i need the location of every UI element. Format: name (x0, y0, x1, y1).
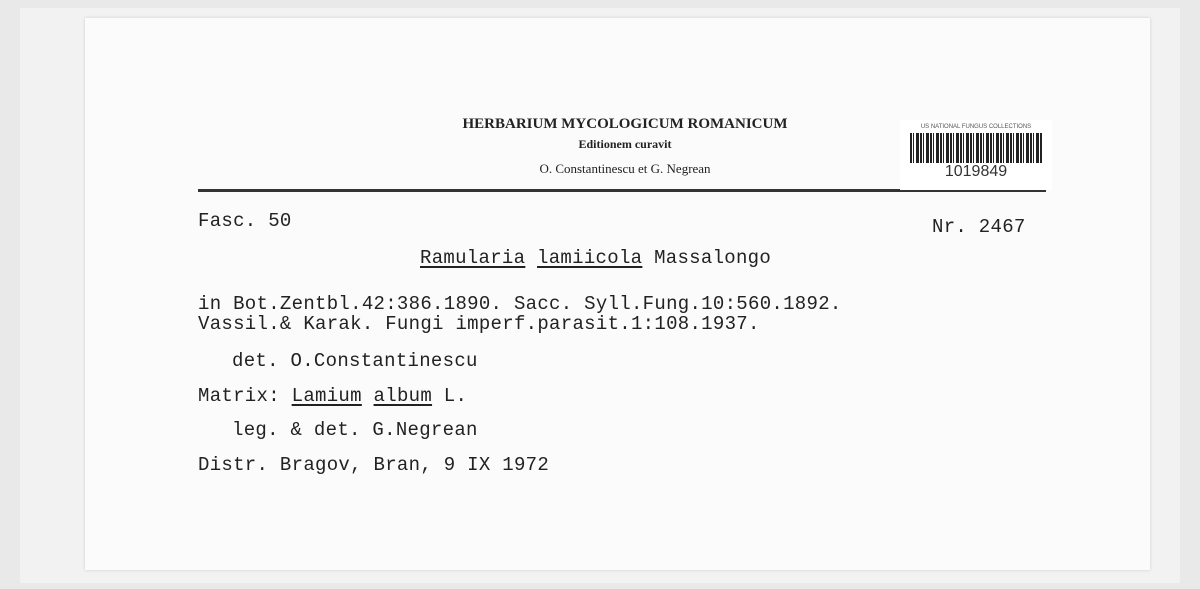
determiner: det. O.Constantinescu (232, 350, 478, 372)
exsiccata-number: Nr. 2467 (932, 216, 1026, 238)
matrix-label: Matrix: (198, 385, 280, 407)
distribution: Distr. Bragov, Bran, 9 IX 1972 (198, 454, 550, 476)
species-genus: Ramularia (420, 247, 526, 269)
host-epithet: album (373, 385, 433, 407)
species-epithet: lamiicola (537, 247, 643, 269)
matrix (198, 385, 467, 407)
citation-line: in Bot.Zentbl.42:386.1890. Sacc. Syll.Fung.10:560.1892. (198, 293, 842, 315)
fascicle: Fasc. 50 (198, 210, 292, 232)
header-title: HERBARIUM MYCOLOGICUM ROMANICUM (462, 116, 788, 132)
citation-line: Vassil.& Karak. Fungi imperf.parasit.1:108.1937. (198, 313, 760, 335)
host-author: L. (443, 385, 468, 407)
barcode-label (900, 120, 1052, 190)
barcode-number: 1019849 (944, 163, 1008, 180)
species-name (420, 247, 771, 269)
barcode-icon (910, 133, 1042, 163)
host-genus: Lamium (291, 385, 362, 407)
species-author: Massalongo (654, 247, 772, 269)
barcode-institution: US NATIONAL FUNGUS COLLECTIONS (920, 124, 1032, 130)
collector: leg. & det. G.Negrean (232, 419, 478, 441)
header-subtitle: Editionem curavit (578, 137, 672, 151)
header-editors: O. Constantinescu et G. Negrean (539, 161, 711, 176)
